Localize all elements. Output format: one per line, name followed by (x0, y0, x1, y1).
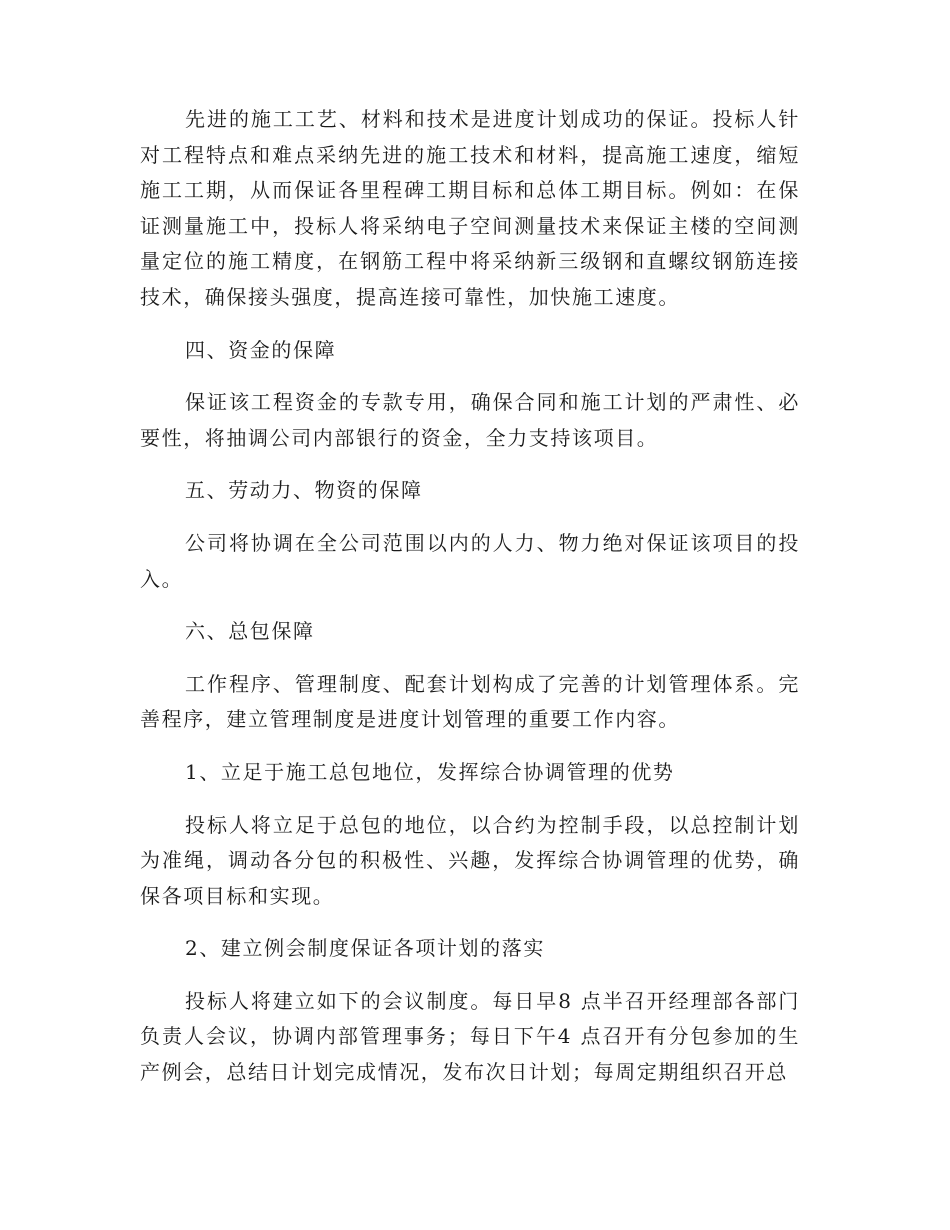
paragraph-construction-technology: 先进的施工工艺、材料和技术是进度计划成功的保证。投标人针对工程特点和难点采纳先进的施工技术和材料，提高施工速度，缩短施工工期，从而保证各里程碑工期目标和总体工期目标。例如：在保证测量施工中，投标人将采纳电子空间测量技术来保证主楼的空间测量定位的施工精度，在钢筋工程中将采纳新三级钢和直螺纹钢筋连接技术，确保接头强度，提高连接可靠性，加快施工速度。 (140, 107, 800, 309)
paragraph-coordination: 投标人将立足于总包的地位，以合约为控制手段，以总控制计划为准绳，调动各分包的积极性、兴趣，发挥综合协调管理的优势，确保各项目标和实现。 (140, 812, 800, 908)
paragraph-management-system: 工作程序、管理制度、配套计划构成了完善的计划管理体系。完善程序，建立管理制度是进度计划管理的重要工作内容。 (140, 671, 800, 732)
heading-general-contract-guarantee: 六、总包保障 (185, 619, 315, 644)
heading-labor-materials-guarantee: 五、劳动力、物资的保障 (185, 478, 423, 503)
paragraph-labor-materials: 公司将协调在全公司范围以内的人力、物力绝对保证该项目的投入。 (140, 530, 800, 591)
heading-coordination-advantage: 1、立足于施工总包地位，发挥综合协调管理的优势 (185, 759, 675, 784)
heading-meeting-system: 2、建立例会制度保证各项计划的落实 (185, 936, 545, 961)
paragraph-meetings: 投标人将建立如下的会议制度。每日早8 点半召开经理部各部门负责人会议，协调内部管理事务；每日下午4 点召开有分包参加的生产例会，总结日计划完成情况，发布次日计划；每周定期组织召开总 (140, 988, 800, 1085)
heading-funding-guarantee: 四、资金的保障 (185, 337, 337, 362)
document-body (140, 102, 800, 1108)
paragraph-funding: 保证该工程资金的专款专用，确保合同和施工计划的严肃性、必要性，将抽调公司内部银行的资金，全力支持该项目。 (140, 390, 800, 450)
